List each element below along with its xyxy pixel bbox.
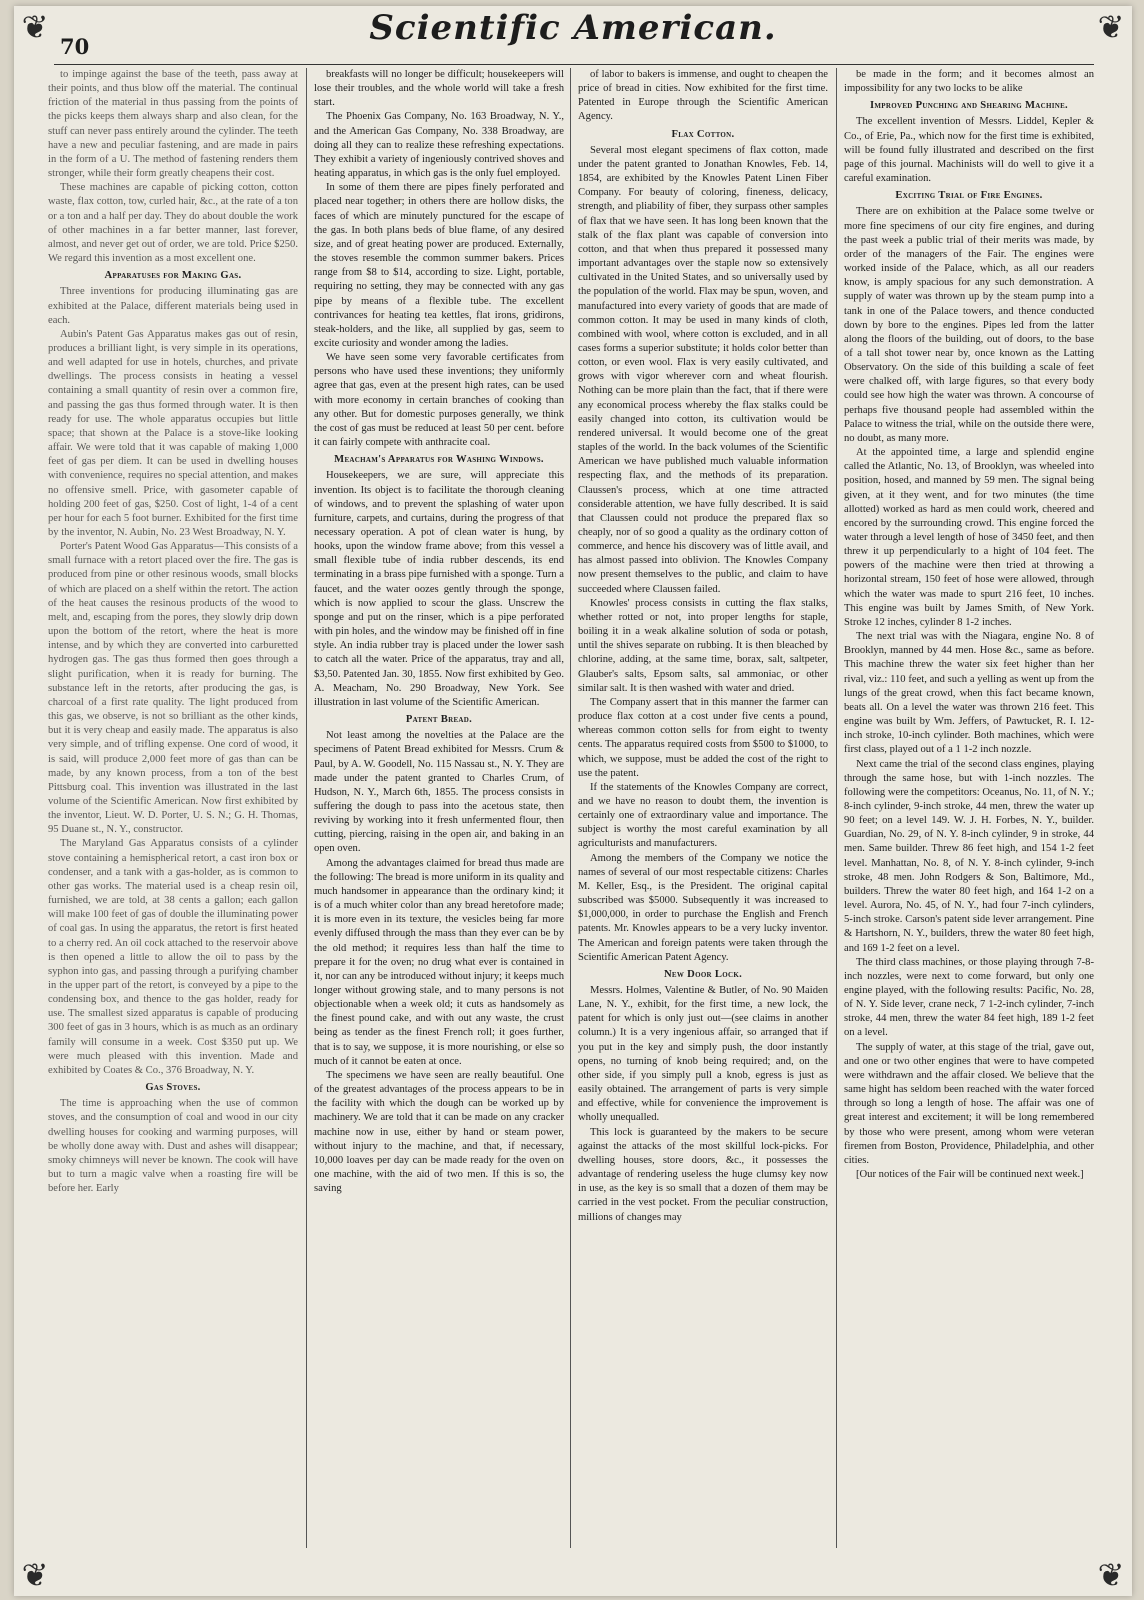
page-number: 70 bbox=[60, 34, 90, 59]
corner-ornament-bottom-left-icon: ❦ bbox=[21, 1556, 49, 1594]
paragraph: The third class machines, or those playing through 7-8-inch nozzles, were next to come forward, but only one engine played, with the following results: Pacific, No. 28, of N. Y. Side lever, crane neck, 7 1-2-inch cylinder, 7-inch stroke, 44 men, threw the water 84 feet high, 189 1-2 feet on a level. bbox=[844, 956, 1094, 1039]
paragraph: These machines are capable of picking cotton, cotton waste, flax cotton, tow, curled hair, &c., at the rate of a ton or a ton and a half per day. They do about double the work of other machines in a far better manner, last forever, almost, and never get out of order, we are told. Price $250. We regard this invention as a most excellent one. bbox=[48, 182, 298, 265]
column-divider bbox=[836, 68, 837, 1548]
masthead-rule bbox=[54, 64, 1094, 65]
column-divider bbox=[570, 68, 571, 1548]
paragraph: We have seen some very favorable certificates from persons who have used these inventions; they uniformly agree that gas, even at the present high rates, can be used with more economy in certain branches of cooking than any other. But for domestic purposes generally, we think the cost of gas must be reduced at least 50 per cent. before it can fairly compete with anthracite coal. bbox=[314, 352, 564, 449]
column-1 bbox=[48, 68, 298, 1548]
section-heading: Gas Stoves. bbox=[145, 1082, 201, 1094]
masthead bbox=[14, 6, 1132, 59]
paragraph: In some of them there are pipes finely perforated and placed near together; in others there are hollow disks, the faces of which are minutely punctured for the escape of the gas. In both plans beds of blue flame, of any desired size, and of great heating power are produced. Externally, the stoves resemble the common summer bakers. Prices range from $8 to $14, according to size. Light, portable, requiring no setting, they may be connected with any gas pipe by means of a flexible tube. The excellent contrivances for heating tea kettles, flat irons, gridirons, steak-holders, and the like, all supplied by gas, seem to excite curiosity and wonder among the ladies. bbox=[314, 182, 564, 349]
paragraph: Among the members of the Company we notice the names of several of our most respectable citizens: Charles M. Keller, Esq., is the President. The original capital subscribed was $5000. Subsequently it was increased to $1,000,000, in order to purchase the English and French patents. Mr. Knowles appears to be a very lucky inventor. The American and foreign patents were taken through the Scientific American Patent Agency. bbox=[578, 852, 828, 963]
corner-ornament-right-icon: ❦ bbox=[1097, 8, 1125, 46]
paragraph: be made in the form; and it becomes almost an impossibility for any two locks to be alike bbox=[844, 69, 1094, 95]
paragraph: The Company assert that in this manner the farmer can produce flax cotton at a cost under five cents a pound, whereas common cotton sells for from eight to twenty cents. The apparatus required costs from $500 to $1000, to which, we suppose, must be added the cost of the right to use the patent. bbox=[578, 696, 828, 779]
column-2 bbox=[314, 68, 564, 1548]
paragraph: [Our notices of the Fair will be continued next week.] bbox=[856, 1169, 1084, 1181]
paragraph: The time is approaching when the use of common stoves, and the consumption of coal and wood in our city dwelling houses for cooking and warming purposes, will be wholly done away with. Dust and ashes will disappear; smoky chimneys will never be known. The cook will have but to turn a magic valve when a roasting fire will be before her. Early bbox=[48, 1098, 298, 1195]
paragraph: Porter's Patent Wood Gas Apparatus—This consists of a small furnace with a retort placed over the fire. The gas is produced from pine or other resinous woods, small blocks of which are placed on a shelf within the retort. The action of the heat causes the resinous products of the wood to melt, and, escaping from the pores, they slowly drip down upon the bottom of the retort, where the heat is more intense, and by which they are converted into carburetted hydrogen gas. The gas thus formed then goes through a slight purification, when it is ready for burning. The substance left in the retorts, after producing the gas, is charcoal of a first rate quality. The light produced from this gas, we observe, is not so brilliant as the other kinds, but it is very cheap and easily made. The apparatus is also very simple, and of trifling expense. One cord of wood, it is said, will produce 2,000 feet more of gas than can be made, by any known process, from a ton of the best Pittsburg coal. This invention was illustrated in the last volume of the Scientific American. Now first exhibited by the inventor, Lieut. W. D. Porter, U. S. N.; G. H. Thomas, 95 Duane st., N. Y., constructor. bbox=[48, 541, 298, 836]
paragraph: Several most elegant specimens of flax cotton, made under the patent granted to Jonathan Knowles, Feb. 14, 1854, are exhibited by the Knowles Patent Linen Fiber Company. For beauty of coloring, fineness, delicacy, strength, and pliability of fiber, they surpass other samples of flax that we have seen. It has long been known that the stalk of the flax plant was capable of conversion into cotton, and that when thus prepared it possessed many important advantages over the staple now so extensively cultivated in the United States, and so universally used by the population of the world. Flax may be spun, woven, and manufactured into every variety of goods that are made of common cotton. It may be used in many kinds of cloth, combined with wool, where cotton is excluded, and in all cases forms a superior substitute; it holds color better than cotton, or even wool. Flax is very easily cultivated, and grows with vigor wherever corn and wheat flourish. Nothing can be more plain than the fact, that if there were any economical process whereby the flax stalks could be easily changed into cotton, its cultivation would be rendered universal. It would become one of the great staples of the world. In the back volumes of the Scientific American we have published much valuable information respecting flax, and the methods of its preparation. Claussen's process, which at one time attracted considerable attention, we have fully described. It is said that Claussen could not produce the prepared flax so cheaply, nor of so good a quality as the ordinary cotton of commerce, and hence his discovery was of little avail, and has almost passed into oblivion. The Knowles Company now present themselves to the public, and claim to have succeeded where Claussen failed. bbox=[578, 144, 828, 595]
paragraph: of labor to bakers is immense, and ought to cheapen the price of bread in cities. Now exhibited for the first time. Patented in Europe through the Scientific American Agency. bbox=[578, 69, 828, 123]
paragraph: Knowles' process consists in cutting the flax stalks, whether rotted or not, into proper lengths for staple, boiling it in a weak alkaline solution of soda or potash, until the shives separate on rubbing. It is then bleached by chlorine, adding, at the same time, borax, salt, saltpeter, Glauber's salts, Epsom salts, sal ammoniac, or other similar salt. It is then washed with water and dried. bbox=[578, 597, 828, 694]
section-heading: Patent Bread. bbox=[405, 714, 473, 726]
paragraph: The supply of water, at this stage of the trial, gave out, and one or two other engines that were to have competed were withdrawn and the affair closed. We believe that the same hight has seldom been reached with the water forced through so long a length of hose. The affair was one of great interest and excitement; it will be long remembered by those who were present, among whom were veteran firemen from Boston, Providence, Philadelphia, and other cities. bbox=[844, 1041, 1094, 1166]
column-4 bbox=[844, 68, 1094, 1548]
paragraph: Aubin's Patent Gas Apparatus makes gas out of resin, produces a brilliant light, is very simple in its operations, and well adapted for use in hotels, churches, and private dwellings. The process consists in heating a vessel containing a small quantity of resin over a common fire, and passing the gas thus formed through water. It is then ready for use. The whole apparatus occupies but little space; that shown at the Palace is a stove-like looking affair. We were told that it was capable of making 1,000 feet of gas per diem. It can be used in dwelling houses with convenience, requires no special attention, and makes no offensive smell. Price, with gasometer capable of holding 200 feet of gas, $250. Cost of light, 1-4 of a cent per hour for each 5 foot burner. Exhibited for the first time by the inventor, N. Aubin, No. 23 West Broadway, N. Y. bbox=[48, 328, 298, 538]
paragraph: At the appointed time, a large and splendid engine called the Atlantic, No. 13, of Brooklyn, was wheeled into position, hosed, and manned by 59 men. The signal being given, at it they went, and for two minutes (the time allotted) worked as hard as men could work, cheered and encored by the surrounding crowd. This engine forced the water through a level length of hose of 3450 feet, and then threw it up perpendicularly to a hight of 104 feet. The powers of the machine were then tried at throwing a horizontal stream, 150 feet of hose were allowed, through which the water was made to spurt 216 feet, 10 inches. This engine was built by James Smith, of New York. Stroke 12 inches, cylinder 8 1-2 inches. bbox=[844, 447, 1094, 628]
section-heading: Meacham's Apparatus for Washing Windows. bbox=[334, 454, 544, 466]
paragraph: Three inventions for producing illuminating gas are exhibited at the Palace, different materials being used in each. bbox=[48, 286, 298, 326]
corner-ornament-bottom-right-icon: ❦ bbox=[1097, 1556, 1125, 1594]
paragraph: to impinge against the base of the teeth, pass away at their points, and thus blow off the material. The continual friction of the material in thus passing from the points of the picks keeps them always sharp and also clean, for the stuff can never pass entirely around the cylinder. The teeth have a new and peculiar fastening, and are made in pairs in the form of a U. The method of fastening renders them stronger, while their form greatly cheapens their cost. bbox=[48, 69, 298, 180]
newspaper-page bbox=[14, 6, 1132, 1596]
paragraph: The specimens we have seen are really beautiful. One of the greatest advantages of the process appears to be in the facility with which the dough can be worked up by machinery. We are told that it can be made on any cracker machine now in use, either by hand or steam power, without injury to the machine, and that, if necessary, 10,000 loaves per day can be made ready for the oven on one machine, with the aid of two men. If this is so, the saving bbox=[314, 1069, 564, 1195]
column-divider bbox=[306, 68, 307, 1548]
section-heading: Flax Cotton. bbox=[671, 128, 735, 140]
section-heading: New Door Lock. bbox=[663, 968, 743, 980]
paragraph: The next trial was with the Niagara, engine No. 8 of Brooklyn, manned by 44 men. Hose &c., same as before. This machine threw the water six feet higher than her rival, viz.: 110 feet, and such a yelling as went up from the lungs of the great crowd, when this fact became known, beats all. On a level the water was thrown 216 feet. This engine was built by Wm. Jeffers, of Pawtucket, R. I. 12-inch stroke, 10-inch cylinder. Both machines, which were first class, played out of a 1 1-2 inch nozzle. bbox=[844, 631, 1094, 756]
section-heading: Exciting Trial of Fire Engines. bbox=[895, 190, 1043, 202]
paragraph: Among the advantages claimed for bread thus made are the following: The bread is more uniform in its quality and much handsomer in appearance than the ordinary kind; it is of a much whiter color than any bread heretofore made; it is more even in its texture, the vesicles being far more evenly diffused through the mass than they ever can be by the old method; it requires less than half the time to prepare it for the oven; no drug what ever is contained in it, nor can any be introduced without injury; it keeps much longer without growing stale, and to many persons is not objectionable when a week old; it cuts as handsomely as the finest pound cake, and with out any waste, the crust being as tender as the finest French roll; it goes further, that is to say, we suppose, it is more nourishing, or else so much of it cannot be eaten at once. bbox=[314, 857, 564, 1067]
column-3 bbox=[578, 68, 828, 1548]
corner-ornament-left-icon: ❦ bbox=[21, 8, 49, 46]
paragraph: Next came the trial of the second class engines, playing through the same hose, but with 1-inch nozzles. The following were the competitors: Oceanus, No. 11, of N. Y.; 8-inch cylinder, 9-inch stroke, 44 men, threw the water up 90 feet; on a level 149. W. J. H. Forbes, N. Y., builder. Guardian, No. 29, of N. Y. 8-inch cylinder, 9 in stroke, 44 men. Same builder. Threw 86 feet high, and 154 1-2 feet level. Manhattan, No. 8, of N. Y. 8-inch cylinder, 9-inch stroke, 48 men. John Rodgers & Son, Baltimore, Md., builders. Threw the water 80 feet high, and 164 1-2 on a level. Aurora, No. 45, of N. Y., had four 7-inch cylinders, 5-inch stroke. Carson's patent side lever arrangement. Pine & Hartshorn, N. Y., builders, threw the water 80 feet high, and 169 1-2 feet on a level. bbox=[844, 758, 1094, 954]
paragraph: The excellent invention of Messrs. Liddel, Kepler & Co., of Erie, Pa., which now for the first time is exhibited, will be found fully illustrated and described on the first page of this journal. Machinists will do well to give it a careful examination. bbox=[844, 116, 1094, 185]
paragraph: The Phoenix Gas Company, No. 163 Broadway, N. Y., and the American Gas Company, No. 338 Broadway, are doing all they can to realize these refreshing expectations. They exhibit a variety of ingeniously contrived shoves and heating apparatus, in which gas is the only fuel employed. bbox=[314, 111, 564, 180]
paragraph: breakfasts will no longer be difficult; housekeepers will lose their troubles, and the whole world will take a fresh start. bbox=[314, 69, 564, 109]
masthead-title: Scientific American. bbox=[369, 8, 777, 48]
paragraph: Housekeepers, we are sure, will appreciate this invention. Its object is to facilitate the thorough cleaning of windows, and to prevent the splashing of water upon furniture, carpets, and curtains, during the progress of that necessary operation. A pot of clean water is hung, by hooks, upon the window frame above; from this vessel a small flexible tube of india rubber descends, its end terminating in a brass pipe furnished with a sponge. Turn a faucet, and the water oozes gently through the sponge, which is now applied to scour the glass. Unscrew the sponge and put on the rinser, which is a pipe perforated with pin holes, and the window may be finished off in fine style. An india rubber tray is placed under the lower sash to catch all the water. Price of the apparatus, tray and all, $3,50. Patented Jan. 30, 1855. Now first exhibited by Geo. A. Meacham, No. 290 Broadway, New York. See illustration in last volume of the Scientific American. bbox=[314, 470, 564, 708]
paragraph: There are on exhibition at the Palace some twelve or more fine specimens of our city fire engines, and during the past week a public trial of their merits was made, by order of the managers of the Fair. The engines were worked inside of the Palace, which, as all our readers know, is amply spacious for any such demonstration. A supply of water was thrown up by the steam pump into a tank in one of the Palace towers, and thence conducted down by bore to the engines. Pipes led from the latter along the floors of the building, out of doors, to the base of a tall shot tower near by, once known as the Latting Observatory. On the side of this building a scale of feet were chalked off, with large figures, so that every body could see how high the water was thrown. A concourse of perhaps five thousand people had assembled within the Palace to witness the trial, while on the outside there were, no doubt, as many more. bbox=[844, 206, 1094, 444]
section-heading: Apparatuses for Making Gas. bbox=[104, 270, 242, 282]
paragraph: The Maryland Gas Apparatus consists of a cylinder stove containing a hemispherical retort, a cast iron box or condenser, and a tank with a gas-holder, as is common to other gas works. The material used is a cheap resin oil, furnished, we are told, at 38 cents a gallon; each gallon will make 100 feet of gas of double the illuminating power of coal gas. In using the apparatus, the retort is first heated to a cherry red. An oil cock attached to the reservoir above is then opened a little to allow the oil to pass by the syphon into gas, and passing through a purifying chamber in the upper part of the retort, is conveyed by a pipe to the condensing box, and thence to the gas holder, ready for use. The smallest sized apparatus is capable of producing 300 feet of gas in 3 hours, which is as much as an ordinary family will consume in a week. Cost $350 put up. We were much pleased with this invention. Made and exhibited by Coates & Co., 376 Broadway, N. Y. bbox=[48, 838, 298, 1076]
paragraph: This lock is guaranteed by the makers to be secure against the attacks of the most skillful lock-picks. For dwelling houses, store doors, &c., it possesses the advantage of rendering useless the huge clumsy key now in use, as the key is so small that a dozen of them may be carried in the vest pocket. From the peculiar construction, millions of changes may bbox=[578, 1126, 828, 1223]
paragraph: Not least among the novelties at the Palace are the specimens of Patent Bread exhibited for Messrs. Crum & Paul, by A. W. Goodell, No. 115 Nassau st., N. Y. They are made under the patent granted to Charles Crum, of Hudson, N. Y., March 6th, 1855. The process consists in suffering the dough to pass into the acetous state, then reviving by working into it fresh unfermented flour, then cutting, piercing, raising in the open air, and baking in an open oven. bbox=[314, 730, 564, 855]
paragraph: If the statements of the Knowles Company are correct, and we have no reason to doubt them, the invention is certainly one of extraordinary value and importance. The subject is worthy the most careful examination by all agriculturists and manufacturers. bbox=[578, 781, 828, 850]
section-heading: Improved Punching and Shearing Machine. bbox=[869, 100, 1069, 112]
paragraph: Messrs. Holmes, Valentine & Butler, of No. 90 Maiden Lane, N. Y., exhibit, for the first time, a new lock, the patent for which is only just out—(see claims in another column.) It is a very ingenious affair, so arranged that if you put in the key and simply push, the door instantly opens, no turning of knob being required; and, on the other side, if you simply pull a knob, egress is just as easily obtained. The arrangement of parts is very simple and effective, while for convenience the improvement is wholly unequalled. bbox=[578, 985, 828, 1124]
